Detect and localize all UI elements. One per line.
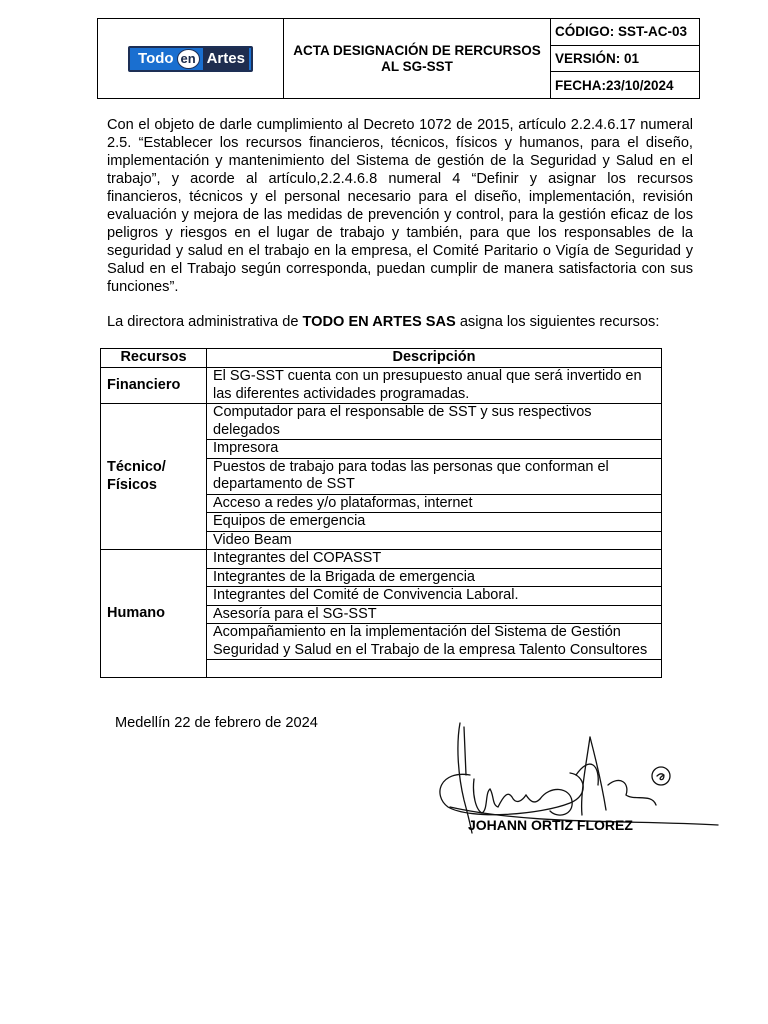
resource-description: Acceso a redes y/o plataformas, internet — [207, 494, 662, 513]
table-row — [101, 404, 662, 440]
signer-name: JOHANN ORTIZ FLOREZ — [468, 817, 633, 833]
logo-text-artes: Artes — [203, 48, 249, 70]
intro-text-end: asigna los siguientes recursos: — [455, 314, 660, 330]
logo-cell — [98, 19, 284, 99]
document-header — [97, 18, 700, 99]
resource-description: Integrantes del Comité de Convivencia Laboral. — [207, 587, 662, 606]
resource-description: El SG-SST cuenta con un presupuesto anual que será invertido en las diferentes actividades programadas. — [207, 368, 662, 404]
resource-category: Técnico/ Físicos — [101, 404, 207, 550]
resource-description: Computador para el responsable de SST y sus respectivos delegados — [207, 404, 662, 440]
resource-category: Humano — [101, 550, 207, 678]
intro-line — [107, 313, 707, 331]
header-descripcion: Descripción — [207, 349, 662, 368]
place-date: Medellín 22 de febrero de 2024 — [115, 715, 318, 731]
resource-description: Acompañamiento en la implementación del Sistema de Gestión Seguridad y Salud en el Trabajo de la empresa Talento Consultores — [207, 624, 662, 660]
document-date: FECHA:23/10/2024 — [551, 72, 700, 99]
resource-description: Impresora — [207, 440, 662, 459]
logo-text-en: en — [177, 49, 200, 69]
table-row — [101, 550, 662, 569]
company-name: TODO EN ARTES SAS — [302, 314, 456, 330]
legal-paragraph: Con el objeto de darle cumplimiento al Decreto 1072 de 2015, artículo 2.2.4.6.17 numeral 2.5. “Establecer los recursos financieros, técnicos, físicos y humanos, para el diseño, implementación y mantenimiento del Sistema de gestión de la Seguridad y Salud en el trabajo”, y acorde al artículo,2.2.4.6.8 numeral 4 “Definir y asignar los recursos financieros, técnicos y el personal necesario para el diseño, implementación, revisión evaluación y mejora de las medidas de prevención y control, para la gestión eficaz de los peligros y riesgos en el lugar de trabajo y también, para que los responsables de la seguridad y salud en el trabajo en la empresa, el Comité Paritario o Vigía de Seguridad y Salud en el Trabajo según corresponda, puedan cumplir de manera satisfactoria con sus funciones”. — [107, 117, 693, 295]
resource-description: Puestos de trabajo para todas las personas que conforman el departamento de SST — [207, 458, 662, 494]
resource-description: Video Beam — [207, 531, 662, 550]
table-row — [101, 368, 662, 404]
document-title: ACTA DESIGNACIÓN DE RERCURSOS AL SG-SST — [284, 19, 551, 99]
header-recursos: Recursos — [101, 349, 207, 368]
company-logo — [128, 46, 253, 72]
document-version: VERSIÓN: 01 — [551, 45, 700, 72]
resource-description: Equipos de emergencia — [207, 513, 662, 532]
document-code: CÓDIGO: SST-AC-03 — [551, 19, 700, 46]
resource-description: Integrantes de la Brigada de emergencia — [207, 568, 662, 587]
resource-description: Integrantes del COPASST — [207, 550, 662, 569]
resource-description — [207, 660, 662, 678]
logo-text-todo: Todo — [138, 50, 174, 67]
resource-category: Financiero — [101, 368, 207, 404]
resource-description: Asesoría para el SG-SST — [207, 605, 662, 624]
intro-text: La directora administrativa de — [107, 314, 303, 330]
resources-table — [100, 348, 662, 678]
table-header-row — [101, 349, 662, 368]
